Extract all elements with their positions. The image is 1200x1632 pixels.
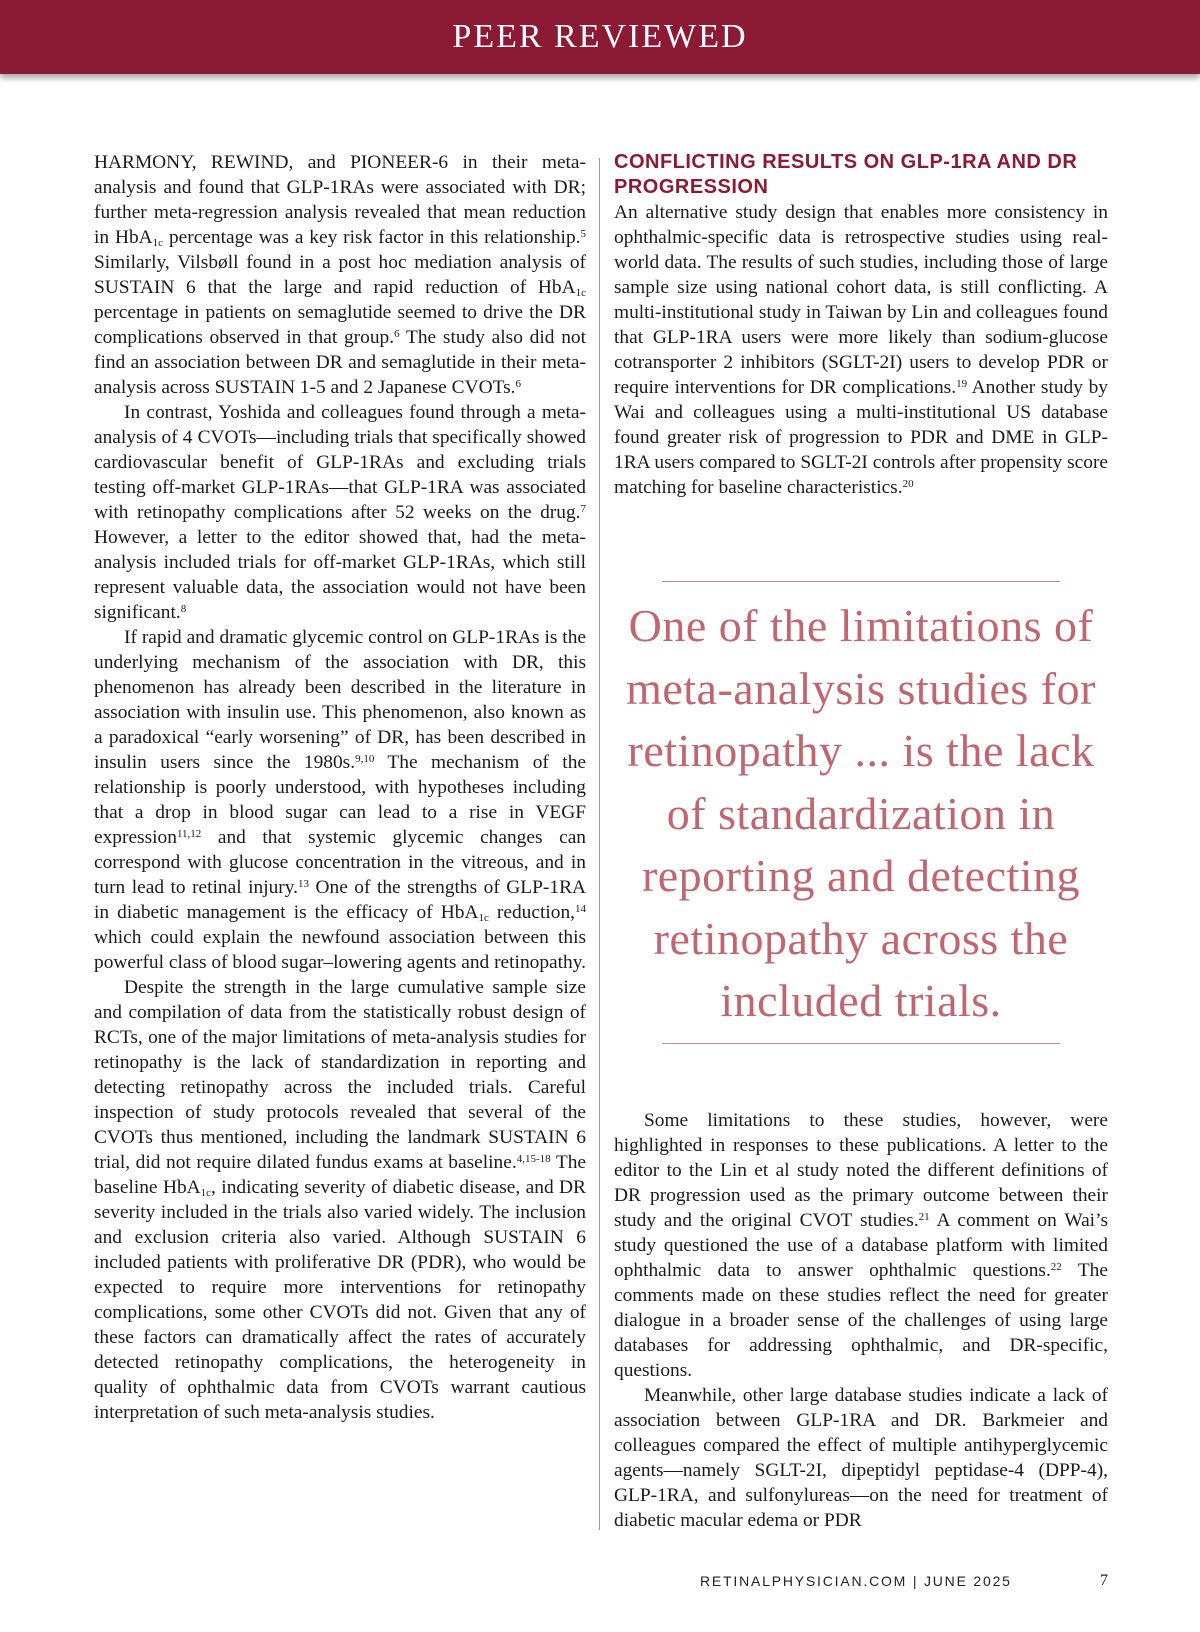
left-paragraph-2: In contrast, Yoshida and colleagues found through a meta-analysis of 4 CVOTs—including trials that specifically showed cardiovascular benefit of GLP-1RAs and excluding trials testing off-market GLP-1RAs—that GLP-1RA was associated with retinopathy complications after 52 weeks on the drug.$^7$ However, a letter to the editor showed that, had the meta-analysis included trials for off-market GLP-1RAs, which still represent valuable data, the association would not have been significant.$^8$: [94, 402, 586, 623]
pullquote-top-rule: [662, 581, 1060, 582]
right-column-bottom: [614, 1108, 1108, 1533]
left-paragraph-4: Despite the strength in the large cumulative sample size and compilation of data from the statistically robust design of RCTs, one of the major limitations of meta-analysis studies for retinopathy is the lack of standardization in reporting and detecting retinopathy across the included trials. Careful inspection of study protocols revealed that several of the CVOTs thus mentioned, including the landmark SUSTAIN 6 trial, did not require dilated fundus exams at baseline.$^{4,15-18}$ The baseline HbA$_{1c}$, indicating severity of diabetic disease, and DR severity included in the trials also varied widely. The inclusion and exclusion criteria also varied. Although SUSTAIN 6 included patients with proliferative DR (PDR), who would be expected to require more interventions for retinopathy complications, some other CVOTs did not. Given that any of these factors can dramatically affect the rates of accurately detected retinopathy complications, the heterogeneity in quality of ophthalmic data from CVOTs warrant cautious interpretation of such meta-analysis studies.: [94, 977, 586, 1423]
column-divider: [599, 158, 600, 1530]
left-paragraph-3: If rapid and dramatic glycemic control on GLP-1RAs is the underlying mechanism of the association with DR, this phenomenon has already been described in the literature in association with insulin use. This phenomenon, also known as a paradoxical “early worsening” of DR, has been described in insulin users since the 1980s.$^{9,10}$ The mechanism of the relationship is poorly understood, with hypotheses including that a drop in blood sugar can lead to a rise in VEGF expression$^{11,12}$ and that systemic glycemic changes can correspond with glucose concentration in the vitreous, and in turn lead to retinal injury.$^{13}$ One of the strengths of GLP-1RA in diabetic management is the efficacy of HbA$_{1c}$ reduction,$^{14}$ which could explain the newfound association between this powerful class of blood sugar–lowering agents and retinopathy.: [94, 627, 587, 973]
banner-title: PEER REVIEWED: [452, 18, 748, 55]
left-paragraph-1: HARMONY, REWIND, and PIONEER-6 in their meta-analysis and found that GLP-1RAs were associated with DR; further meta-regression analysis revealed that mean reduction in HbA$_{1c}$ percentage was a key risk factor in this relationship.$^5$ Similarly, Vilsbøll found in a post hoc mediation analysis of SUSTAIN 6 that the large and rapid reduction of HbA$_{1c}$ percentage in patients on semaglutide seemed to drive the DR complications observed in that group.$^6$ The study also did not find an association between DR and semaglutide in their meta-analysis across SUSTAIN 1-5 and 2 Japanese CVOTs.$^6$: [94, 152, 586, 398]
right-paragraph-3: Meanwhile, other large database studies indicate a lack of association between GLP-1RA and DR. Barkmeier and colleagues compared the effect of multiple antihyperglycemic agents—namely SGLT-2I, dipeptidyl peptidase-4 (DPP-4), GLP-1RA, and sulfonylureas—on the need for treatment of diabetic macular edema or PDR: [614, 1385, 1108, 1531]
footer-site-date: RETINALPHYSICIAN.COM | JUNE 2025: [700, 1573, 1012, 1589]
pull-quote: One of the limitations of meta-analysis studies for retinopathy ... is the lack of standardization in reporting and detecting retinopathy across the included trials.: [626, 600, 1096, 1026]
right-paragraph-1: An alternative study design that enables more consistency in ophthalmic-specific data is retrospective studies using real-world data. The results of such studies, including those of large sample size using national cohort data, is still conflicting. A multi-institutional study in Taiwan by Lin and colleagues found that GLP-1RA users were more likely than sodium-glucose cotransporter 2 inhibitors (SGLT-2I) users to develop PDR or require interventions for DR complications.$^{19}$ Another study by Wai and colleagues using a multi-institutional US database found greater risk of progression to PDR and DME in GLP-1RA users compared to SGLT-2I controls after propensity score matching for baseline characteristics.$^{20}$: [614, 202, 1109, 498]
pullquote-bottom-rule: [662, 1043, 1060, 1044]
right-paragraph-2: Some limitations to these studies, however, were highlighted in responses to these publications. A letter to the editor to the Lin et al study noted the different definitions of DR progression used as the primary outcome between their study and the original CVOT studies.$^{21}$ A comment on Wai’s study questioned the use of a database platform with limited ophthalmic data to answer ophthalmic questions.$^{22}$ The comments made on these studies reflect the need for greater dialogue in a broader sense of the challenges of using large databases for addressing ophthalmic, and DR-specific, questions.: [614, 1110, 1109, 1381]
right-column-top: [614, 150, 1108, 500]
section-heading: CONFLICTING RESULTS ON GLP-1RA AND DR PROGRESSION: [614, 151, 1078, 198]
page-footer: [700, 1570, 1108, 1592]
left-column: [94, 150, 586, 1425]
peer-reviewed-banner: [0, 0, 1200, 74]
page-number: 7: [1100, 1572, 1108, 1589]
